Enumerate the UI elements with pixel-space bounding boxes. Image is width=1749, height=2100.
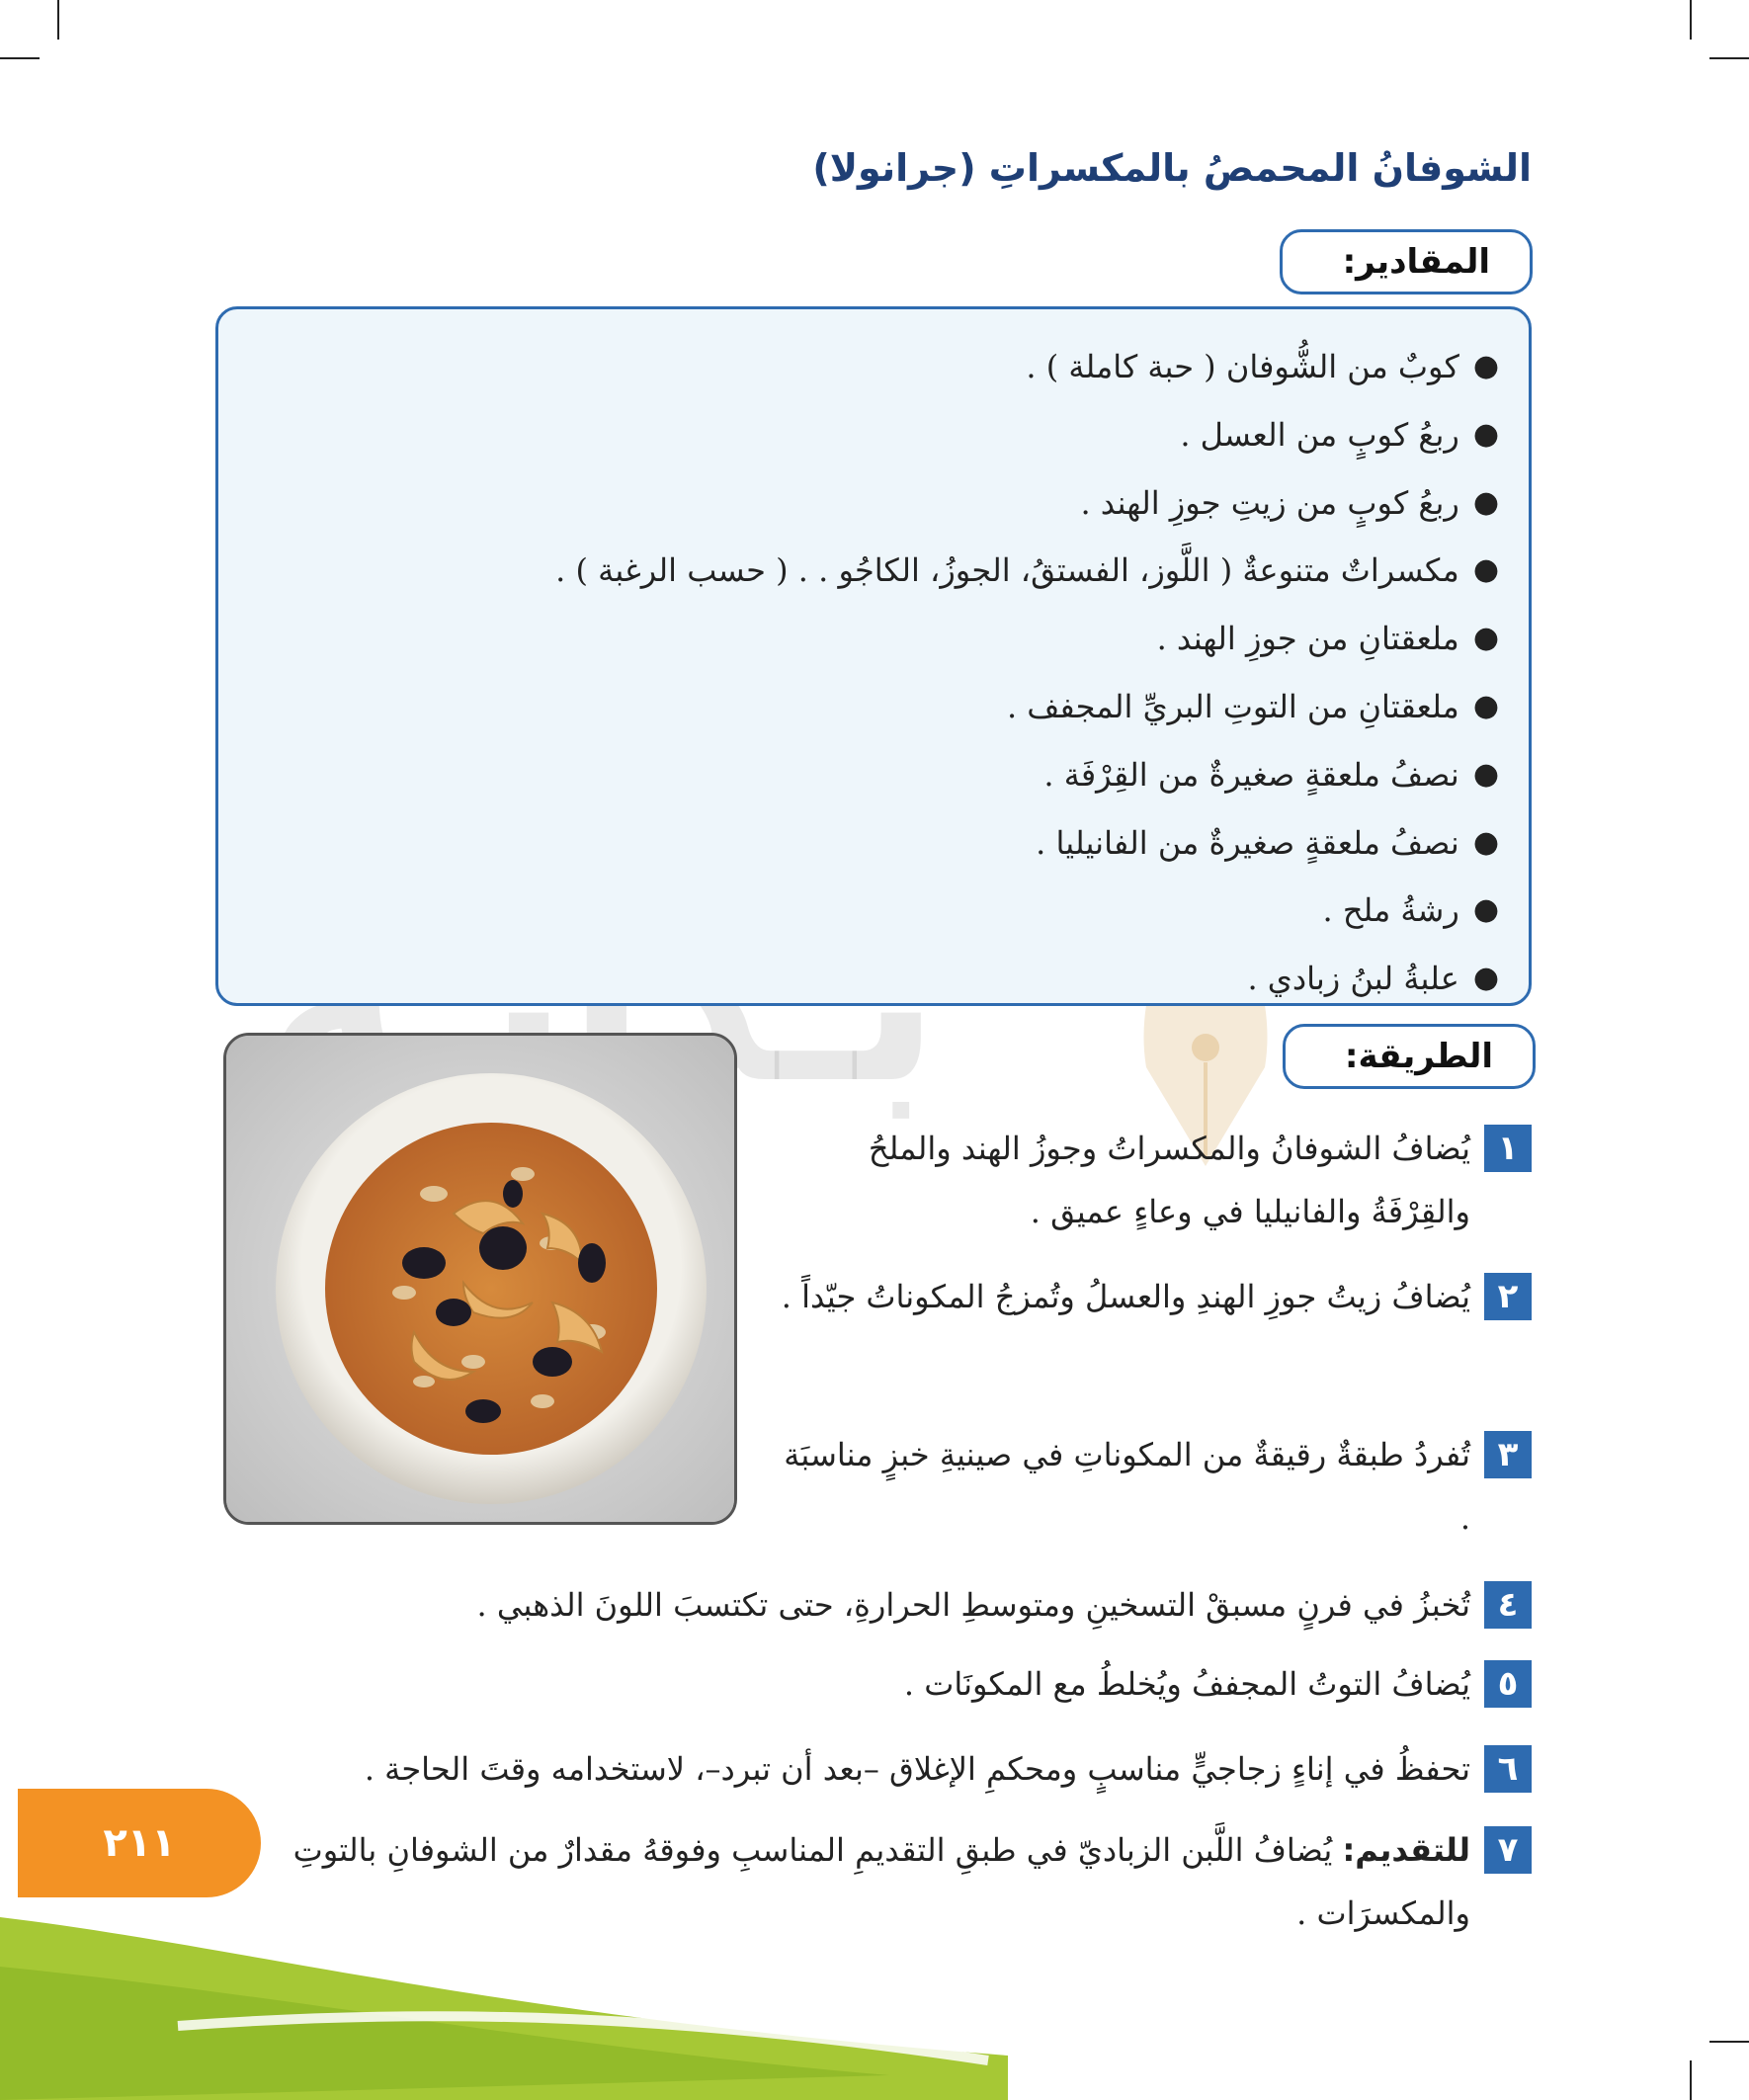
list-item <box>254 877 1499 945</box>
list-item <box>254 333 1499 401</box>
ingredients-heading <box>1280 229 1533 294</box>
step-text: يُضافُ التوتُ المجففُ ويُخلطُ مع المكونَات . <box>903 1665 1470 1703</box>
step-text: تُفردُ طبقةٌ رقيقةٌ من المكوناتِ في صينيةِ خبزٍ مناسبَة . <box>784 1436 1470 1537</box>
ingredient-text: مكسراتٌ متنوعةٌ ( اللَّوز، الفستقُ، الجوزُ، الكاجُو . . ( حسب الرغبة ) . <box>555 551 1459 590</box>
granola-photo <box>223 1033 737 1525</box>
bullet-icon: ● <box>1472 552 1499 588</box>
step-5 <box>415 1652 1532 1716</box>
ingredient-text: ربعُ كوبٍ من زيتِ جوزِ الهند . <box>1080 483 1459 522</box>
step-4 <box>415 1573 1532 1637</box>
list-item <box>254 673 1499 741</box>
ingredient-text: كوبٌ من الشُّوفان ( حبة كاملة ) . <box>1026 348 1459 385</box>
method-heading-text: الطريقة: <box>1344 1037 1493 1076</box>
ingredient-text: نصفُ ملعقةٍ صغيرةٌ من القِرْفَة . <box>1043 755 1459 794</box>
footer-wave <box>0 1858 1749 2100</box>
ingredient-text: نصفُ ملعقةٍ صغيرةٌ من الفانيليا . <box>1036 823 1459 862</box>
ingredients-list <box>254 309 1499 1013</box>
list-item <box>254 401 1499 469</box>
bullet-icon: ● <box>1472 756 1499 792</box>
crop-mark <box>1709 57 1749 59</box>
bullet-icon: ● <box>1472 892 1499 928</box>
ingredient-text: علبةُ لبنُ زبادي . <box>1247 960 1459 998</box>
page-number: ٢١١ <box>103 1820 176 1866</box>
step-number: ٣ <box>1484 1431 1532 1478</box>
bullet-icon: ● <box>1472 349 1499 383</box>
list-item <box>254 537 1499 605</box>
list-item <box>254 741 1499 809</box>
bullet-icon: ● <box>1472 824 1499 860</box>
ingredient-text: ربعُ كوبٍ من العسل . <box>1180 415 1459 454</box>
bullet-icon: ● <box>1472 621 1499 656</box>
ingredient-text: ملعقتانِ من جوزِ الهند . <box>1156 620 1459 658</box>
bullet-icon: ● <box>1472 961 1499 996</box>
bullet-icon: ● <box>1472 688 1499 723</box>
serving-text: يُضافُ اللَّبن الزباديّ في طبقِ التقديمِ المناسبِ وفوقهُ مقدارٌ من الشوفانِ بالتوتِ والمكسرَات . <box>292 1831 1470 1932</box>
ingredients-heading-text: المقادير: <box>1342 242 1490 282</box>
step-text: تحفظُ في إناءٍ زجاجيٍّ مناسبٍ ومحكمِ الإغلاق –بعد أن تبرد–، لاستخدامه وقتَ الحاجة . <box>364 1750 1470 1788</box>
step-number: ١ <box>1484 1125 1532 1172</box>
list-item <box>254 469 1499 538</box>
step-number: ٧ <box>1484 1826 1532 1874</box>
step-3 <box>781 1423 1532 1550</box>
step-2 <box>781 1265 1532 1328</box>
list-item <box>254 945 1499 1013</box>
crop-mark <box>0 57 40 59</box>
ingredients-box <box>215 306 1532 1006</box>
method-heading <box>1283 1024 1536 1089</box>
list-item <box>254 605 1499 673</box>
ingredient-text: ملعقتانِ من التوتِ البريِّ المجفف . <box>1006 687 1459 725</box>
step-text: يُضافُ زيتُ جوزِ الهندِ والعسلُ وتُمزجُ المكوناتُ جيّداً . <box>781 1278 1470 1315</box>
page-title: الشوفانُ المحمصُ بالمكسراتِ (جرانولا) <box>812 146 1532 190</box>
step-text: تُخبزُ في فرنٍ مسبقْ التسخينِ ومتوسطِ الحرارةِ، حتى تكتسبَ اللونَ الذهبي . <box>476 1586 1470 1624</box>
crop-mark <box>1690 0 1692 40</box>
step-number: ٦ <box>1484 1745 1532 1793</box>
crop-mark <box>57 0 59 40</box>
step-number: ٥ <box>1484 1660 1532 1708</box>
step-number: ٤ <box>1484 1581 1532 1629</box>
list-item <box>254 809 1499 878</box>
bullet-icon: ● <box>1472 416 1499 452</box>
ingredient-text: رشةُ ملح . <box>1322 891 1459 930</box>
step-6 <box>217 1737 1532 1801</box>
granola-bowl-image <box>226 1036 737 1525</box>
step-1 <box>820 1117 1532 1243</box>
serving-label: للتقديم: <box>1342 1831 1470 1869</box>
step-text: يُضافُ الشوفانُ والمكسراتُ وجوزُ الهند والملحُ والقِرْفَةُ والفانيليا في وعاءٍ عميق . <box>868 1130 1470 1230</box>
step-number: ٢ <box>1484 1273 1532 1320</box>
bullet-icon: ● <box>1472 484 1499 520</box>
page-number-badge <box>18 1789 261 1897</box>
